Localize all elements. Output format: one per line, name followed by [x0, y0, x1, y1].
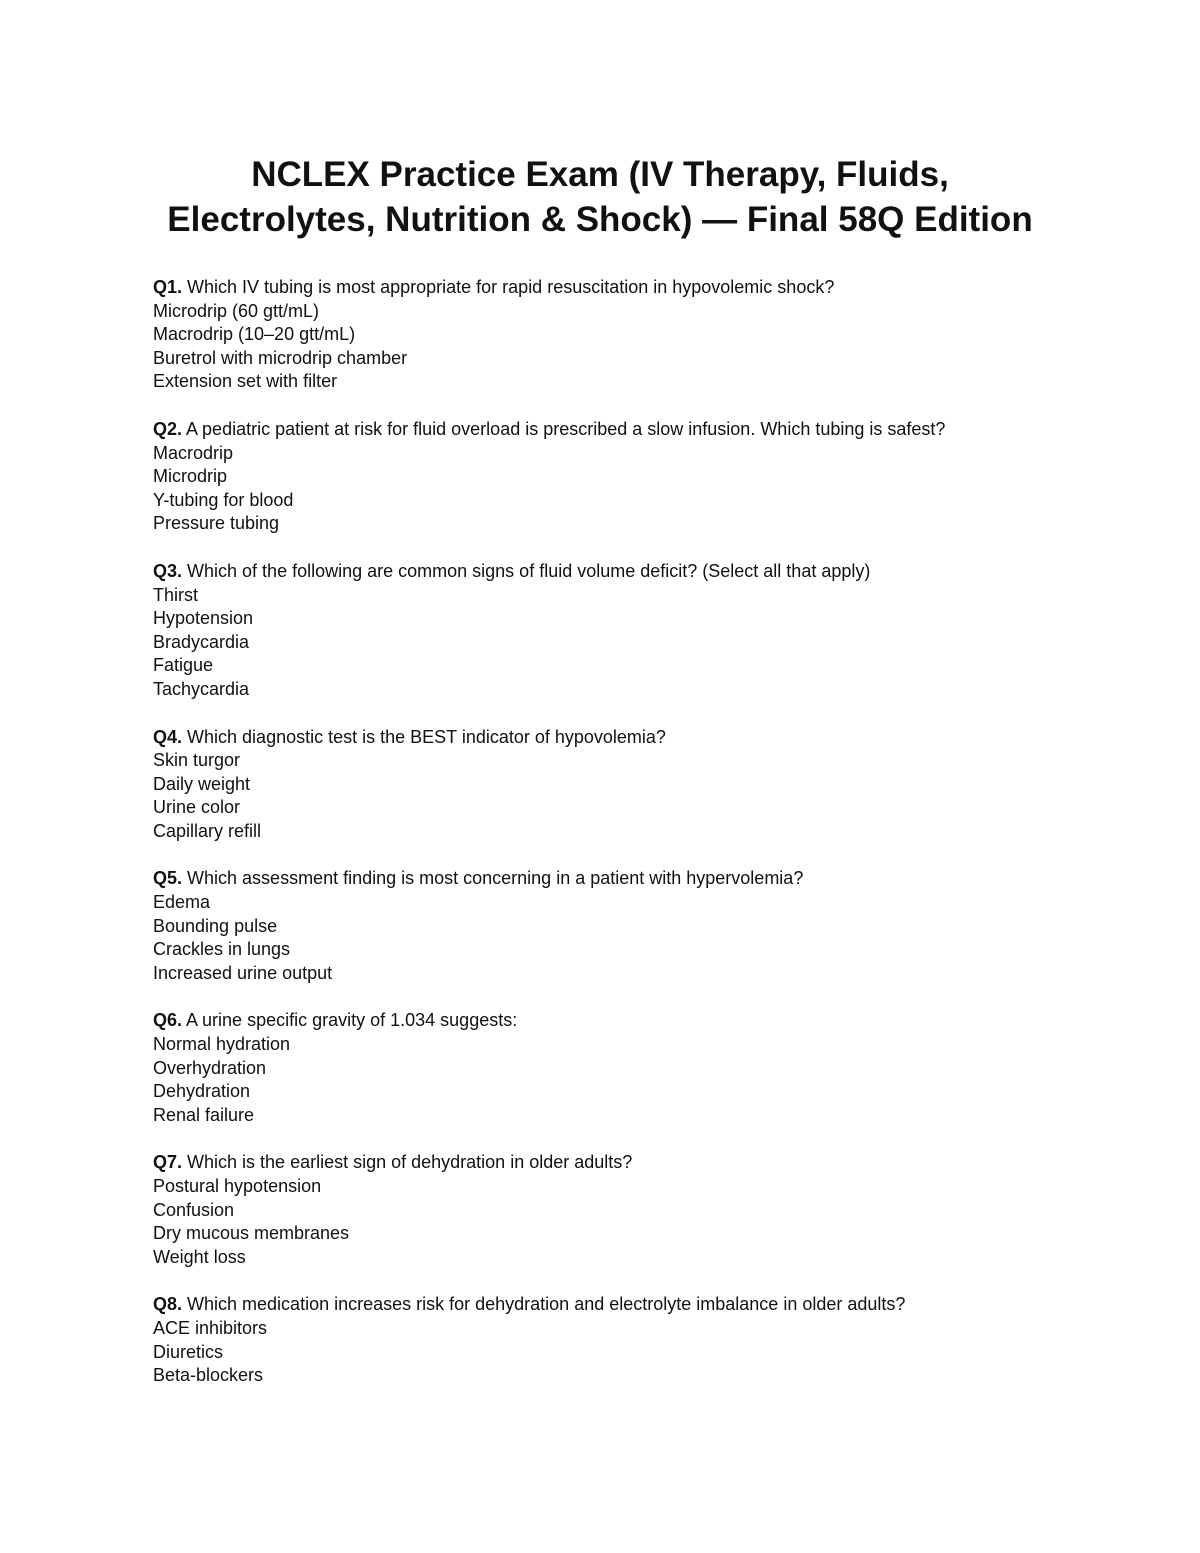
answer-option: Urine color — [153, 797, 241, 818]
answer-option: Dry mucous membranes — [153, 1223, 350, 1244]
answer-option: Edema — [153, 892, 211, 913]
question-number: Q8. — [153, 1294, 183, 1315]
answer-option: Pressure tubing — [153, 513, 280, 534]
question-line — [153, 726, 1153, 750]
answer-option: Diuretics — [153, 1341, 224, 1362]
question-text: Which is the earliest sign of dehydration in older adults? — [187, 1152, 633, 1173]
question-text: Which medication increases risk for dehydration and electrolyte imbalance in older adults? — [187, 1294, 906, 1315]
title-line-2: Electrolytes, Nutrition & Shock) — Final 58Q Edition — [167, 200, 1033, 239]
answer-option: Macrodrip (10–20 gtt/mL) — [153, 324, 356, 345]
answer-option: Capillary refill — [153, 820, 262, 841]
question-block — [153, 1151, 1153, 1269]
question-block — [153, 276, 1153, 394]
answer-option: Skin turgor — [153, 750, 241, 771]
answer-option: Beta-blockers — [153, 1365, 264, 1386]
question-block — [153, 726, 1153, 844]
answer-option: Renal failure — [153, 1104, 255, 1125]
answer-option: Microdrip — [153, 466, 228, 487]
question-text: Which IV tubing is most appropriate for rapid resuscitation in hypovolemic shock? — [187, 277, 835, 297]
question-text: Which assessment finding is most concerning in a patient with hypervolemia? — [187, 868, 804, 889]
answer-option: Extension set with filter — [153, 371, 338, 392]
answer-option: Hypotension — [153, 608, 254, 629]
question-number: Q2. — [153, 418, 183, 439]
answer-option: Crackles in lungs — [153, 939, 291, 960]
answer-option: Microdrip (60 gtt/mL) — [153, 300, 320, 321]
question-text: Which of the following are common signs of fluid volume deficit? (Select all that apply) — [187, 560, 871, 581]
question-number: Q1. — [153, 277, 183, 297]
question-line — [153, 1151, 1153, 1175]
question-block — [153, 1009, 1153, 1127]
question-block — [153, 867, 1153, 985]
question-list — [153, 276, 1153, 1412]
document-title — [0, 152, 1200, 242]
question-number: Q4. — [153, 726, 183, 747]
question-block — [153, 418, 1153, 536]
answer-option: Bounding pulse — [153, 915, 278, 936]
answer-option: Thirst — [153, 584, 198, 605]
question-block — [153, 1293, 1153, 1387]
answer-option: Tachycardia — [153, 678, 250, 699]
answer-option: Daily weight — [153, 773, 251, 794]
answer-option: Buretrol with microdrip chamber — [153, 347, 408, 368]
answer-option: Fatigue — [153, 655, 214, 676]
answer-option: Normal hydration — [153, 1034, 291, 1055]
answer-option: Increased urine output — [153, 962, 333, 983]
answer-option: Confusion — [153, 1199, 235, 1220]
answer-option: Overhydration — [153, 1057, 267, 1078]
question-number: Q5. — [153, 868, 183, 889]
question-text: A pediatric patient at risk for fluid overload is prescribed a slow infusion. Which tubing is safest? — [186, 418, 946, 439]
question-line — [153, 560, 1153, 584]
question-number: Q3. — [153, 560, 183, 581]
answer-option: Weight loss — [153, 1246, 246, 1267]
answer-option: Macrodrip — [153, 442, 234, 463]
question-line — [153, 867, 1153, 891]
question-line — [153, 1009, 1153, 1033]
title-line-1: NCLEX Practice Exam (IV Therapy, Fluids, — [251, 155, 949, 194]
question-line — [153, 418, 1153, 442]
question-number: Q7. — [153, 1152, 183, 1173]
question-line — [153, 1293, 1153, 1317]
question-number: Q6. — [153, 1010, 183, 1031]
question-line — [153, 276, 1153, 300]
answer-option: ACE inhibitors — [153, 1317, 268, 1338]
answer-option: Bradycardia — [153, 631, 250, 652]
question-text: Which diagnostic test is the BEST indicator of hypovolemia? — [187, 726, 666, 747]
answer-option: Dehydration — [153, 1081, 251, 1102]
question-text: A urine specific gravity of 1.034 suggests: — [186, 1010, 518, 1031]
question-block — [153, 560, 1153, 702]
answer-option: Postural hypotension — [153, 1176, 322, 1196]
answer-option: Y-tubing for blood — [153, 489, 294, 510]
